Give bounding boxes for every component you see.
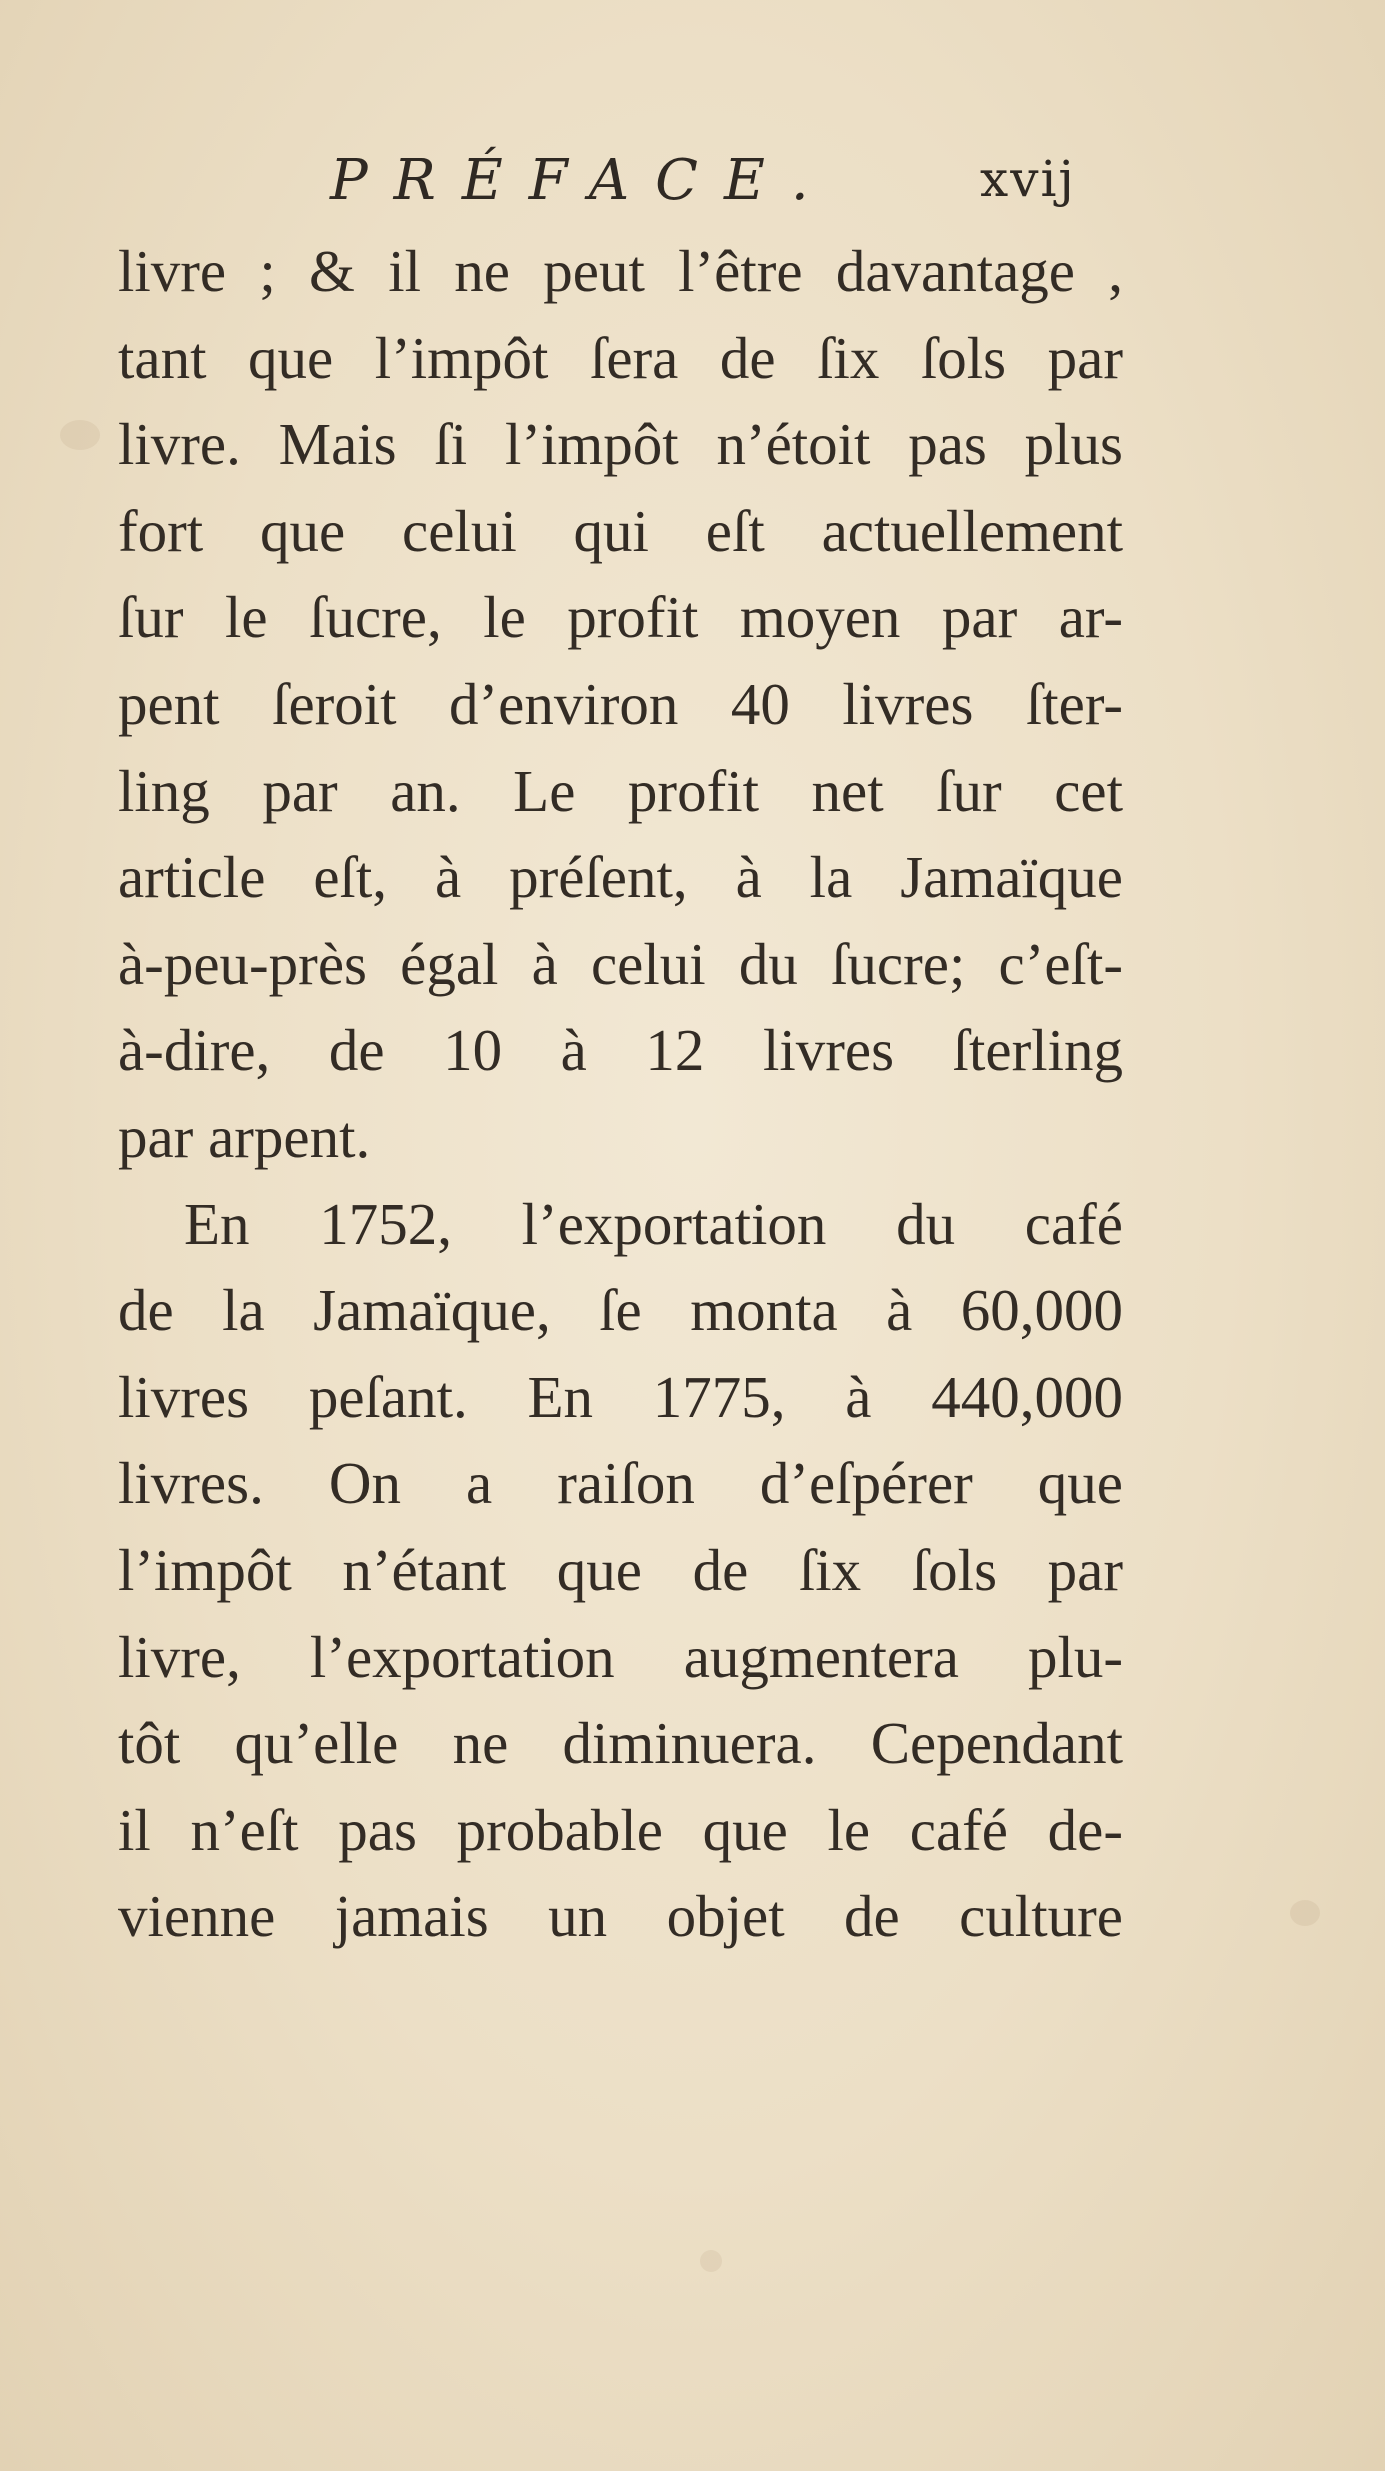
text-line: à-peu-près égal à celui du ſucre; c’eſt-	[118, 930, 1123, 997]
paper-stain	[1290, 1900, 1320, 1926]
text-line: l’impôt n’étant que de ſix ſols par	[118, 1536, 1123, 1603]
page-number: xvij	[980, 150, 1076, 208]
text-line: article eſt, à préſent, à la Jamaïque	[118, 844, 1123, 911]
paragraph-start-line: En 1752, l’exportation du café	[184, 1190, 1123, 1257]
text-line: livre ; & il ne peut l’être davantage ,	[118, 238, 1123, 304]
running-header	[330, 148, 1130, 218]
text-line: de la Jamaïque, ſe monta à 60,000	[118, 1277, 1123, 1344]
text-line: il n’eſt pas probable que le café de-	[118, 1796, 1123, 1863]
text-line: vienne jamais un objet de culture	[118, 1883, 1123, 1950]
text-line: ling par an. Le profit net ſur cet	[118, 757, 1123, 824]
text-line: fort que celui qui eſt actuellement	[118, 497, 1123, 564]
text-line: livres peſant. En 1775, à 440,000	[118, 1363, 1123, 1430]
running-title: PRÉFACE.	[330, 148, 835, 213]
text-line: à-dire, de 10 à 12 livres ſterling	[118, 1017, 1123, 1084]
text-line: pent ſeroit d’environ 40 livres ſter-	[118, 670, 1123, 737]
text-line: livre, l’exportation augmentera plu-	[118, 1623, 1123, 1690]
text-line: livre. Mais ſi l’impôt n’étoit pas plus	[118, 411, 1123, 478]
body-text	[118, 228, 1123, 1960]
text-line: livres. On a raiſon d’eſpérer que	[118, 1450, 1123, 1517]
paper-stain	[700, 2250, 722, 2272]
text-line: par arpent.	[118, 1103, 371, 1170]
text-line: tôt qu’elle ne diminuera. Cependant	[118, 1710, 1123, 1777]
text-line: ſur le ſucre, le profit moyen par ar-	[118, 584, 1123, 651]
paper-stain	[60, 420, 100, 450]
text-line: tant que l’impôt ſera de ſix ſols par	[118, 324, 1123, 391]
